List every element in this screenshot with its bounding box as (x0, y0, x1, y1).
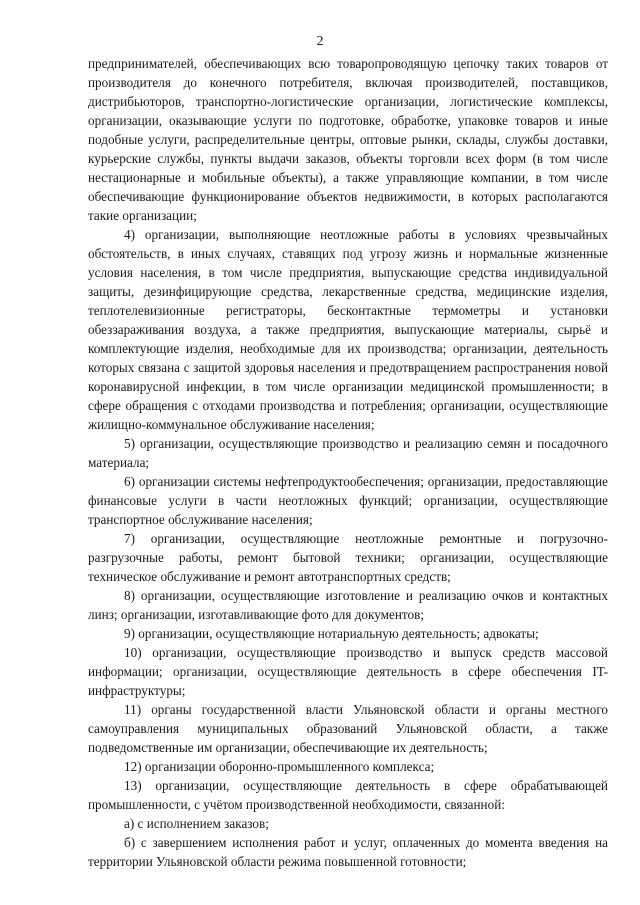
paragraph-item-12: 12) организации оборонно-промышленного комплекса; (124, 759, 435, 774)
paragraph-item-8: 8) организации, осуществляющие изготовление и реализацию очков и контактных линз; организации, изготавливающие фото для документов; (88, 588, 608, 622)
paragraph-item-4: 4) организации, выполняющие неотложные работы в условиях чрезвычайных обстоятельств, в иных случаях, ставящих под угрозу жизнь и нормальные жизненные условия населения, в том числе предприятия, выпускающие средства индивидуальной защиты, дезинфицирующие средства, лекарственные средства, медицинские изделия, теплотелевизионные регистраторы, бесконтактные термометры и установки обеззараживания воздуха, а также предприятия, выпускающие материалы, сырьё и комплектующие изделия, необходимые для их производства; организации, деятельность которых связана с защитой здоровья населения и предотвращением распространения новой коронавирусной инфекции, в том числе организации медицинской промышленности; в сфере обращения с отходами производства и потребления; организации, осуществляющие жилищно-коммунальное обслуживание населения; (88, 227, 608, 432)
paragraph-item-10: 10) организации, осуществляющие производство и выпуск средств массовой информации; организации, осуществляющие деятельность в сфере обеспечения IT-инфраструктуры; (88, 645, 608, 698)
paragraph-continuation: предпринимателей, обеспечивающих всю товаропроводящую цепочку таких товаров от производителя до конечного потребителя, включая производителей, поставщиков, дистрибьюторов, транспортно-логистические организации, логистические комплексы, организации, оказывающие услуги по подготовке, обработке, упаковке товаров и иные подобные услуги, распределительные центры, оптовые рынки, склады, службы доставки, курьерские службы, пункты выдачи заказов, объекты торговли всех форм (в том числе нестационарные и мобильные объекты), а также управляющие компании, в том числе обеспечивающие функционирование объектов недвижимости, в которых располагаются такие организации; (88, 56, 608, 223)
paragraph-subitem-a: а) с исполнением заказов; (124, 816, 269, 831)
paragraph-item-6: 6) организации системы нефтепродуктообеспечения; организации, предоставляющие финансовые услуги в части неотложных функций; организации, осуществляющие транспортное обслуживание населения; (88, 474, 608, 527)
paragraph-item-11: 11) органы государственной власти Ульяновской области и органы местного самоуправления муниципальных образований Ульяновской области, а также подведомственные им организации, обеспечивающие их деятельность; (88, 702, 608, 755)
paragraph-item-13: 13) организации, осуществляющие деятельность в сфере обрабатывающей промышленности, с учётом производственной необходимости, связанной: (88, 778, 608, 812)
document-body (88, 54, 608, 871)
page-number: 2 (316, 34, 324, 49)
paragraph-item-5: 5) организации, осуществляющие производство и реализацию семян и посадочного материала; (88, 436, 608, 470)
paragraph-subitem-b: б) с завершением исполнения работ и услуг, оплаченных до момента введения на территории Ульяновской области режима повышенной готовности; (88, 835, 608, 869)
paragraph-item-7: 7) организации, осуществляющие неотложные ремонтные и погрузочно-разгрузочные работы, ремонт бытовой техники; организации, осуществляющие техническое обслуживание и ремонт автотранспортных средств; (88, 531, 608, 584)
paragraph-item-9: 9) организации, осуществляющие нотариальную деятельность; адвокаты; (124, 626, 539, 641)
